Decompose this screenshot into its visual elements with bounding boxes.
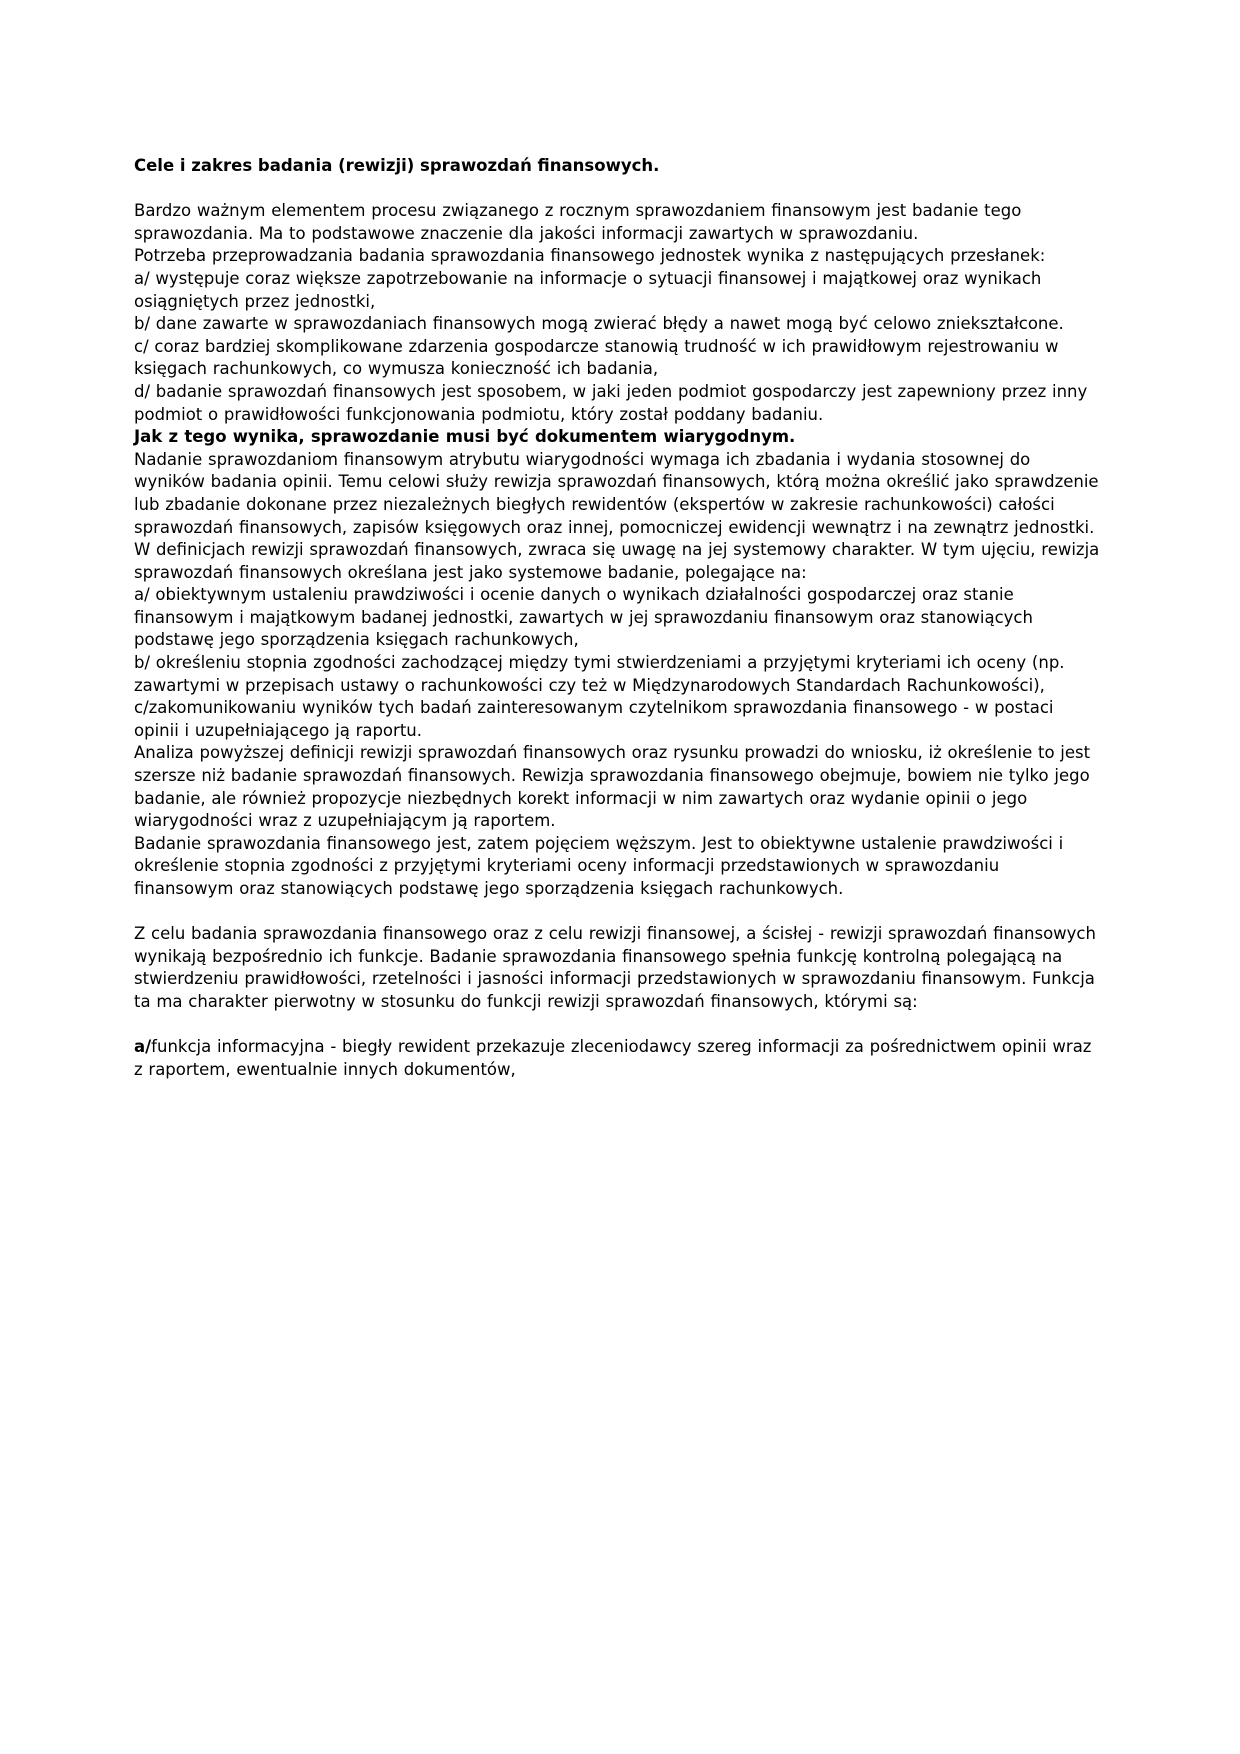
list-item-b-need: b/ dane zawarte w sprawozdaniach finansowych mogą zwierać błędy a nawet mogą być celowo zniekształcone. [134,314,1064,334]
paragraph-analysis: Analiza powyższej definicji rewizji sprawozdań finansowych oraz rysunku prowadzi do wniosku, iż określenie to jest szersze niż badanie sprawozdań finansowych. Rewizja sprawozdania finansowego obejmuje, bowiem nie tylko jego badanie, ale również propozycje niezbędnych korekt informacji w nim zawartych oraz wydanie opinii o jego wiarygodności wraz z uzupełniającym ją raportem. [134,743,1091,831]
paragraph-bold-statement: Jak z tego wynika, sprawozdanie musi być dokumentem wiarygodnym. [134,427,796,447]
list-item-b-definition: b/ określeniu stopnia zgodności zachodzącej między tymi stwierdzeniami a przyjętymi kryteriami ich oceny (np. zawartymi w przepisach ustawy o rachunkowości czy też w Międzynarodowych Standardach Rachunkowości), [134,653,1065,695]
paragraph-functions: Z celu badania sprawozdania finansowego oraz z celu rewizji finansowej, a ścisłej - rewizji sprawozdań finansowych wynikają bezpośrednio ich funkcje. Badanie sprawozdania finansowego spełnia funkcję kontrolną polegającą na stwierdzeniu prawidłowości, rzetelności i jasności informacji przedstawionych w sprawozdaniu finansowym. Funkcja ta ma charakter pierwotny w stosunku do funkcji rewizji sprawozdań finansowych, którymi są: [134,924,1096,1011]
paragraph-definitions-lead: W definicjach rewizji sprawozdań finansowych, zwraca się uwagę na jej systemowy charakter. W tym ujęciu, rewizja sprawozdań finansowych określana jest jako systemowe badanie, polegające na: [134,540,1100,582]
paragraph-intro: Bardzo ważnym elementem procesu związanego z rocznym sprawozdaniem finansowym jest badanie tego sprawozdania. Ma to podstawowe znaczenie dla jakości informacji zawartych w sprawozdaniu. [134,201,1022,243]
paragraph-credibility: Nadanie sprawozdaniom finansowym atrybutu wiarygodności wymaga ich zbadania i wydania stosownej do wyników badania opinii. Temu celowi służy rewizja sprawozdań finansowych, którą można określić jako sprawdzenie lub zbadanie dokonane przez niezależnych biegłych rewidentów (ekspertów w zakresie rachunkowości) całości sprawozdań finansowych, zapisów księgowych oraz innej, pomocniczej ewidencji wewnątrz i na zewnątrz jednostki. [134,449,1099,537]
paragraph-need-lead: Potrzeba przeprowadzania badania sprawozdania finansowego jednostek wynika z następujących przesłanek: [134,246,1046,266]
document-title: Cele i zakres badania (rewizji) sprawozdań finansowych. [134,156,660,175]
paragraph-function-informational [134,1036,1104,1081]
paragraph-narrower-concept: Badanie sprawozdania finansowego jest, zatem pojęciem węższym. Jest to obiektywne ustalenie prawdziwości i określenie stopnia zgodności z przyjętymi kryteriami oceny informacji przedstawionych w sprawozdaniu finansowym oraz stanowiących podstawę jego sporządzenia księgach rachunkowych. [134,833,1064,898]
list-item-c-need: c/ coraz bardziej skomplikowane zdarzenia gospodarcze stanowią trudność w ich prawidłowym rejestrowaniu w księgach rachunkowych, co wymusza konieczność ich badania, [134,336,1059,379]
paragraph-lead-text: funkcja informacyjna - biegły rewident przekazuje zleceniodawcy szereg informacji za pośrednictwem opinii wraz z raportem, ewentualnie innych dokumentów, [134,1037,1092,1079]
paragraph-lead-marker: a/ [134,1037,152,1057]
list-item-d-need: d/ badanie sprawozdań finansowych jest sposobem, w jaki jeden podmiot gospodarczy jest zapewniony przez inny podmiot o prawidłowości funkcjonowania podmiotu, który został poddany badaniu. [134,381,1088,424]
list-item-c-definition: c/zakomunikowaniu wyników tych badań zainteresowanym czytelnikom sprawozdania finansowego - w postaci opinii i uzupełniającego ją raportu. [134,698,1054,740]
list-item-a-definition: a/ obiektywnym ustaleniu prawdziwości i ocenie danych o wynikach działalności gospodarczej oraz stanie finansowym i majątkowym badanej jednostki, zawartych w jej sprawozdaniu finansowym oraz stanowiących podstawę jego sporządzenia księgach rachunkowych, [134,585,1033,650]
list-item-a-need: a/ występuje coraz większe zapotrzebowanie na informacje o sytuacji finansowej i majątkowej oraz wynikach osiągniętych przez jednostki, [134,268,1042,311]
